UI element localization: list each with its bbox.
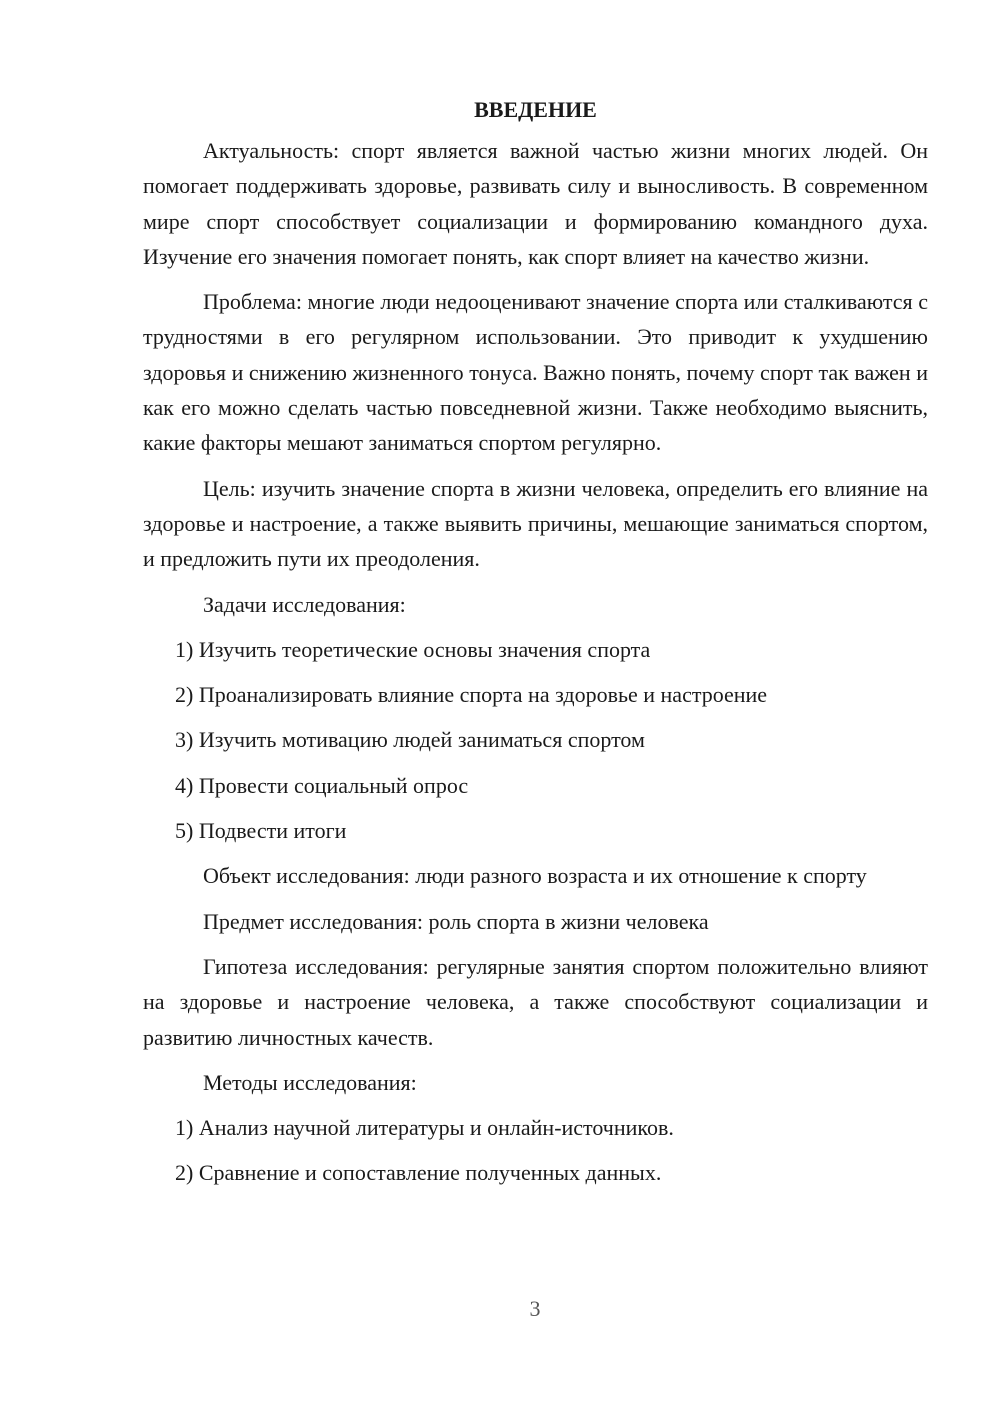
list-item: 1) Анализ научной литературы и онлайн-источников. bbox=[175, 1115, 674, 1141]
methods-list bbox=[143, 1110, 928, 1191]
list-item: 2) Проанализировать влияние спорта на здоровье и настроение bbox=[175, 682, 768, 708]
list-item: 4) Провести социальный опрос bbox=[175, 772, 469, 798]
goal-paragraph: Цель: изучить значение спорта в жизни человека, определить его влияние на здоровье и настроение, а также выявить причины, мешающие заниматься спортом, и предложить пути их преодоления. bbox=[143, 475, 928, 572]
page-title: ВВЕДЕНИЕ bbox=[474, 97, 597, 122]
list-item: 2) Сравнение и сопоставление полученных данных. bbox=[175, 1160, 662, 1186]
list-item: 3) Изучить мотивацию людей заниматься спортом bbox=[175, 727, 645, 753]
tasks-heading: Задачи исследования: bbox=[203, 591, 406, 617]
subject-paragraph: Предмет исследования: роль спорта в жизни человека bbox=[203, 908, 709, 934]
list-item: 5) Подвести итоги bbox=[175, 818, 347, 844]
object-paragraph: Объект исследования: люди разного возраста и их отношение к спорту bbox=[203, 863, 867, 889]
hypothesis-paragraph: Гипотеза исследования: регулярные занятия спортом положительно влияют на здоровье и настроение человека, а также способствуют социализации и развитию личностных качеств. bbox=[143, 953, 928, 1050]
tasks-list bbox=[143, 632, 928, 848]
problem-paragraph: Проблема: многие люди недооценивают значение спорта или сталкиваются с трудностями в его регулярном использовании. Это приводит к ухудшению здоровья и снижению жизненного тонуса. Важно понять, почему спорт так важен и как его можно сделать частью повседневной жизни. Также необходимо выяснить, какие факторы мешают заниматься спортом регулярно. bbox=[143, 289, 928, 456]
page-number: 3 bbox=[529, 1296, 541, 1321]
relevance-paragraph: Актуальность: спорт является важной частью жизни многих людей. Он помогает поддерживать здоровье, развивать силу и выносливость. В современном мире спорт способствует социализации и формированию командного духа. Изучение его значения помогает понять, как спорт влияет на качество жизни. bbox=[143, 138, 928, 269]
document-page bbox=[143, 92, 928, 1191]
methods-heading: Методы исследования: bbox=[203, 1069, 417, 1095]
list-item: 1) Изучить теоретические основы значения спорта bbox=[175, 636, 651, 662]
